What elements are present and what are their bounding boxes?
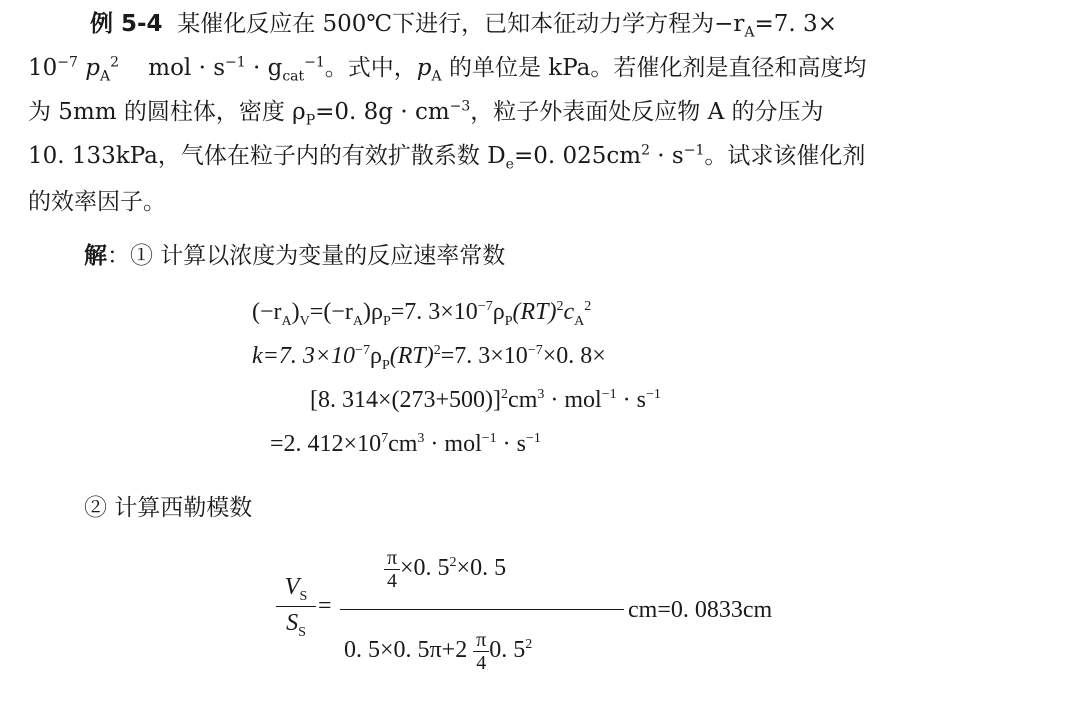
lhs-numerator: $V_S$ — [284, 574, 308, 604]
problem-line-5: 的效率因子。 — [28, 189, 166, 215]
problem-line-4: 10. 133kPa，气体在粒子内的有效扩散系数 $D_e=0$. $025cm^2 \cdot s^{-1}$。试求该催化剂 — [28, 142, 866, 173]
solution-step-1: 解：① 计算以浓度为变量的反应速率常数 — [84, 243, 506, 269]
lhs-denominator: $S_S$ — [286, 610, 306, 640]
problem-line-3: 为 5mm 的圆柱体，密度 $\rho_P=0$. $8g \cdot cm^{-3}$，粒子外表面处反应物 A 的分压为 — [28, 98, 824, 129]
problem-line-2: $10^{-7}$ $p_A^2$ mol · $s^{-1} \cdot g_{cat}^{-1}$。式中，$p_A$ 的单位是 kPa。若催化剂是直径和高度均 — [28, 54, 867, 85]
result-value: cm=0. 0833cm — [628, 597, 773, 623]
rhs-denominator: 0. 5×0. $5\pi+2 \frac{\pi}{4}0$. $5^2$ — [344, 629, 533, 674]
equation-4: =2. $412\times 10^7cm^3 \cdot mol^{-1} \cdot s^{-1}$ — [270, 431, 541, 457]
lhs-fraction-bar — [276, 606, 316, 607]
problem-label: 例 5-4 — [90, 11, 163, 37]
solution-step-2: ② 计算西勒模数 — [84, 495, 253, 521]
equation-2: k=7. $3\times 10^{-7}\rho_P(RT)^2=7$. $3\times 10^{-7}\times 0$. 8× — [252, 343, 606, 373]
rhs-fraction-bar — [340, 609, 624, 610]
problem-line-1: 例 5-4 某催化反应在 500℃下进行，已知本征动力学方程为$-r_A=7$. 3× — [90, 11, 837, 41]
pi-over-4-numerator: $\frac{\pi}{4}$ — [384, 548, 400, 591]
pi-over-4-denominator: $\frac{\pi}{4}$ — [473, 630, 489, 673]
rhs-numerator: $\frac{\pi}{4}\times 0$. $5^2\times 0$. 5 — [384, 548, 506, 591]
solution-label: 解 — [84, 243, 107, 269]
equals-sign: = — [318, 593, 332, 619]
equation-3: [8. $314\times(273+500)]^2cm^3 \cdot mol^{-1} \cdot s^{-1}$ — [310, 387, 661, 413]
equation-1: $(-r_A)_V=(-r_A)\rho_P=7$. $3\times 10^{-7}\rho_P(RT)^2c_A^2$ — [252, 299, 592, 329]
